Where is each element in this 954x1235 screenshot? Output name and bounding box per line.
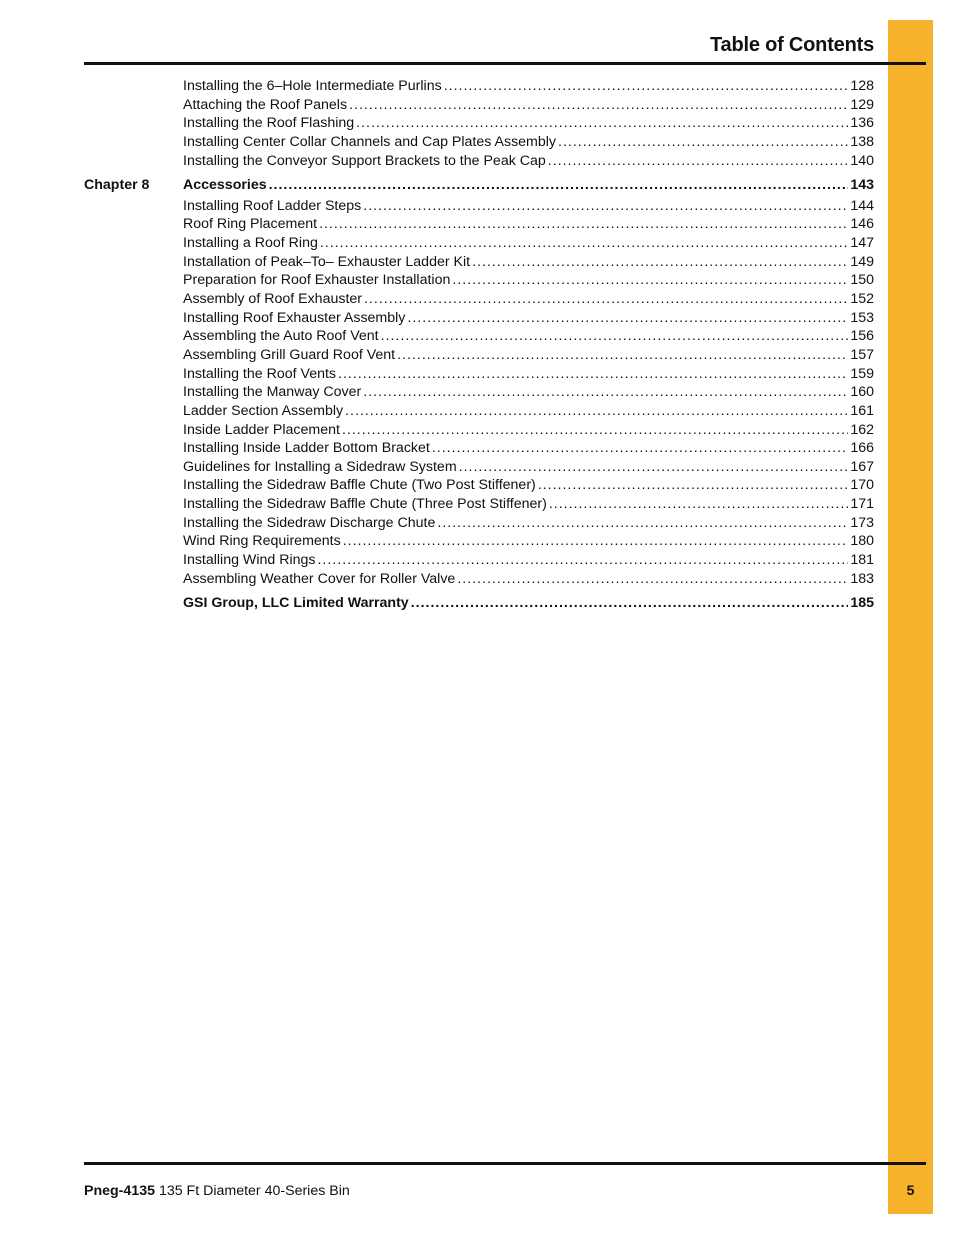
dot-leader xyxy=(338,365,848,384)
toc-entry[interactable] xyxy=(84,402,874,421)
toc-entry-page-number: 159 xyxy=(850,365,874,382)
toc-entry[interactable] xyxy=(84,346,874,365)
toc-entry-page-number: 170 xyxy=(850,477,874,494)
dot-leader xyxy=(342,421,848,440)
toc-entry-title: Installing Inside Ladder Bottom Bracket xyxy=(183,440,430,457)
toc-entry-title: Installing Roof Ladder Steps xyxy=(183,197,362,214)
toc-entry-page-number: 161 xyxy=(850,402,874,419)
toc-entry[interactable] xyxy=(84,570,874,589)
toc-entry[interactable] xyxy=(84,290,874,309)
page-title: Table of Contents xyxy=(709,34,874,56)
table-of-contents xyxy=(84,77,874,613)
toc-entry[interactable] xyxy=(84,514,874,533)
dot-leader xyxy=(472,253,848,272)
toc-entry-title: Preparation for Roof Exhauster Installation xyxy=(183,272,451,289)
toc-entry-page-number: 138 xyxy=(850,133,874,150)
dot-leader xyxy=(349,96,848,115)
toc-entry-page-number: 167 xyxy=(850,458,874,475)
toc-entry-page-number: 156 xyxy=(850,328,874,345)
dot-leader xyxy=(343,532,849,551)
toc-entry[interactable] xyxy=(84,365,874,384)
toc-entry[interactable] xyxy=(84,234,874,253)
dot-leader xyxy=(538,476,849,495)
toc-entry-title: Attaching the Roof Panels xyxy=(183,96,348,113)
toc-entry[interactable] xyxy=(84,309,874,328)
dot-leader xyxy=(437,514,848,533)
dot-leader xyxy=(397,346,848,365)
toc-entry-page-number: 171 xyxy=(850,496,874,513)
chapter-title: Accessories xyxy=(183,177,267,194)
toc-entry-title: Installing Wind Rings xyxy=(183,552,316,569)
toc-entry-title: Installing the Sidedraw Baffle Chute (Three Post Stiffener) xyxy=(183,496,547,513)
toc-entry-title: Ladder Section Assembly xyxy=(183,402,344,419)
toc-entry-page-number: 144 xyxy=(850,197,874,214)
dot-leader xyxy=(452,271,848,290)
dot-leader xyxy=(356,114,848,133)
toc-entry-title: Roof Ring Placement xyxy=(183,216,318,233)
dot-leader xyxy=(320,234,848,253)
toc-entry-page-number: 180 xyxy=(850,533,874,550)
chapter-label: Chapter 8 xyxy=(84,177,150,194)
toc-entry-page-number: 183 xyxy=(850,570,874,587)
toc-entry[interactable] xyxy=(84,327,874,346)
toc-entry-title: Installing a Roof Ring xyxy=(183,235,318,252)
document-code: Pneg-4135 xyxy=(84,1183,155,1199)
dot-leader xyxy=(345,402,848,421)
toc-entry-page-number: 128 xyxy=(850,78,874,94)
toc-entry-page-number: 146 xyxy=(850,216,874,233)
dot-leader xyxy=(558,133,848,152)
toc-entry[interactable] xyxy=(84,458,874,477)
toc-entry[interactable] xyxy=(84,77,874,96)
toc-entry-title: Installing the Sidedraw Baffle Chute (Two Post Stiffener) xyxy=(183,477,536,494)
toc-chapter-row[interactable] xyxy=(84,176,874,195)
warranty-title: GSI Group, LLC Limited Warranty xyxy=(183,595,409,612)
toc-entry-page-number: 160 xyxy=(850,384,874,401)
dot-leader xyxy=(457,570,848,589)
toc-chapter-entries xyxy=(84,197,874,588)
toc-entry[interactable] xyxy=(84,439,874,458)
toc-entry[interactable] xyxy=(84,152,874,171)
dot-leader xyxy=(444,77,849,96)
toc-entry-title: Installing the Sidedraw Discharge Chute xyxy=(183,514,436,531)
dot-leader xyxy=(319,215,848,234)
toc-entry-title: Inside Ladder Placement xyxy=(183,421,340,438)
chapter-page-number: 143 xyxy=(850,177,874,194)
dot-leader xyxy=(432,439,848,458)
toc-entry-title: Installing the Roof Vents xyxy=(183,365,337,382)
toc-entry-title: Installing the Roof Flashing xyxy=(183,115,355,132)
toc-entry[interactable] xyxy=(84,253,874,272)
toc-entry-page-number: 166 xyxy=(850,440,874,457)
dot-leader xyxy=(363,197,848,216)
dot-leader xyxy=(269,176,849,195)
toc-entry[interactable] xyxy=(84,532,874,551)
toc-entry-page-number: 162 xyxy=(850,421,874,438)
toc-entry-title: Assembly of Roof Exhauster xyxy=(183,291,362,308)
footer-rule xyxy=(84,1162,926,1165)
dot-leader xyxy=(363,383,848,402)
toc-entry-page-number: 147 xyxy=(850,235,874,252)
toc-entry[interactable] xyxy=(84,476,874,495)
toc-entry-title: Assembling Grill Guard Roof Vent xyxy=(183,346,396,363)
toc-section-continued xyxy=(84,77,874,170)
dot-leader xyxy=(407,309,848,328)
toc-entry-page-number: 149 xyxy=(850,253,874,270)
dot-leader xyxy=(317,551,848,570)
toc-warranty-row[interactable] xyxy=(84,594,874,613)
toc-entry-page-number: 157 xyxy=(850,346,874,363)
toc-entry-title: Wind Ring Requirements xyxy=(183,533,341,550)
accent-side-bar xyxy=(888,20,933,1214)
toc-entry-title: Installing Roof Exhauster Assembly xyxy=(183,309,406,326)
header-rule xyxy=(84,62,926,65)
toc-entry[interactable] xyxy=(84,133,874,152)
dot-leader xyxy=(549,495,849,514)
toc-entry-page-number: 150 xyxy=(850,272,874,289)
toc-entry-page-number: 181 xyxy=(850,552,874,569)
toc-entry-page-number: 152 xyxy=(850,291,874,308)
toc-entry-title: Installing the Conveyor Support Brackets to the Peak Cap xyxy=(183,152,546,169)
toc-entry[interactable] xyxy=(84,421,874,440)
dot-leader xyxy=(411,594,849,613)
toc-entry[interactable] xyxy=(84,271,874,290)
footer-document-info xyxy=(84,1183,350,1199)
toc-entry-page-number: 173 xyxy=(850,514,874,531)
page-number: 5 xyxy=(906,1182,915,1198)
toc-entry-title: Installation of Peak–To– Exhauster Ladder Kit xyxy=(183,253,471,270)
toc-entry-page-number: 140 xyxy=(850,152,874,169)
dot-leader xyxy=(364,290,848,309)
dot-leader xyxy=(381,327,849,346)
dot-leader xyxy=(459,458,849,477)
toc-entry[interactable] xyxy=(84,383,874,402)
toc-entry[interactable] xyxy=(84,114,874,133)
toc-entry-title: Assembling the Auto Roof Vent xyxy=(183,328,379,345)
document-title: 135 Ft Diameter 40-Series Bin xyxy=(158,1183,350,1199)
toc-entry-page-number: 153 xyxy=(850,309,874,326)
toc-entry[interactable] xyxy=(84,551,874,570)
toc-entry-title: Installing the Manway Cover xyxy=(183,384,362,401)
toc-entry[interactable] xyxy=(84,495,874,514)
toc-entry-title: Installing the 6–Hole Intermediate Purlins xyxy=(183,78,442,94)
toc-entry-page-number: 129 xyxy=(850,96,874,113)
dot-leader xyxy=(548,152,849,171)
toc-entry-title: Guidelines for Installing a Sidedraw System xyxy=(183,458,457,475)
toc-entry-title: Assembling Weather Cover for Roller Valve xyxy=(183,570,456,587)
toc-entry[interactable] xyxy=(84,215,874,234)
toc-entry-page-number: 136 xyxy=(850,115,874,132)
toc-entry-title: Installing Center Collar Channels and Cap Plates Assembly xyxy=(183,133,557,150)
warranty-page-number: 185 xyxy=(850,595,874,612)
toc-entry[interactable] xyxy=(84,96,874,115)
toc-entry[interactable] xyxy=(84,197,874,216)
